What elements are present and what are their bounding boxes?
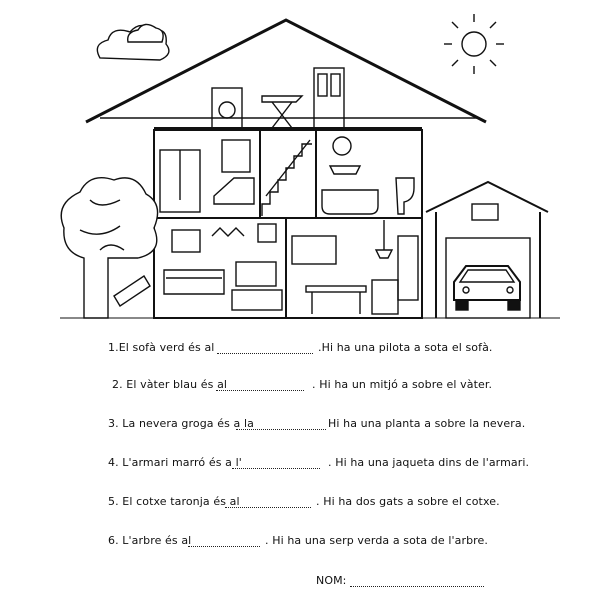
sentence-2-start: 2. El vàter blau és al (112, 378, 228, 391)
bench (114, 276, 150, 306)
sentence-1-end: .Hi ha una pilota a sota el sofà. (318, 341, 493, 354)
sentence-4-start: 4. L'armari marró és a l' (108, 456, 242, 469)
sun-icon (444, 14, 504, 74)
sentence-1-start: 1.El sofà verd és al (108, 341, 215, 354)
tree (61, 178, 157, 318)
name-blank[interactable] (350, 575, 484, 587)
answer-blank-6[interactable] (188, 535, 260, 547)
car-icon (454, 266, 520, 310)
name-label: NOM: (316, 574, 347, 587)
cloud-icon-small (128, 24, 163, 42)
house-walls (154, 130, 422, 318)
door-icon (314, 68, 344, 128)
sentence-5-start: 5. El cotxe taronja és al (108, 495, 240, 508)
staircase (262, 140, 312, 216)
sentence-6-start: 6. L'arbre és al (108, 534, 192, 547)
kitchen (292, 220, 418, 314)
sentence-2-end: . Hi ha un mitjó a sobre el vàter. (312, 378, 493, 391)
sentence-6-end: . Hi ha una serp verda a sota de l'arbre. (265, 534, 488, 547)
answer-blank-2[interactable] (216, 379, 304, 391)
ironing-board-icon (262, 96, 302, 128)
bedroom (160, 140, 254, 212)
sentence-3-end: Hi ha una planta a sobre la nevera. (328, 417, 526, 430)
sentence-5-end: . Hi ha dos gats a sobre el cotxe. (316, 495, 500, 508)
answer-blank-5[interactable] (225, 496, 311, 508)
answer-blank-3[interactable] (236, 418, 326, 430)
washing-machine-icon (212, 88, 242, 128)
sentence-3-start: 3. La nevera groga és a la (108, 417, 254, 430)
living-room (164, 224, 282, 310)
bathroom (322, 137, 414, 214)
answer-blank-1[interactable] (217, 342, 313, 354)
sentence-4-end: . Hi ha una jaqueta dins de l'armari. (328, 456, 530, 469)
answer-blank-4[interactable] (232, 457, 320, 469)
